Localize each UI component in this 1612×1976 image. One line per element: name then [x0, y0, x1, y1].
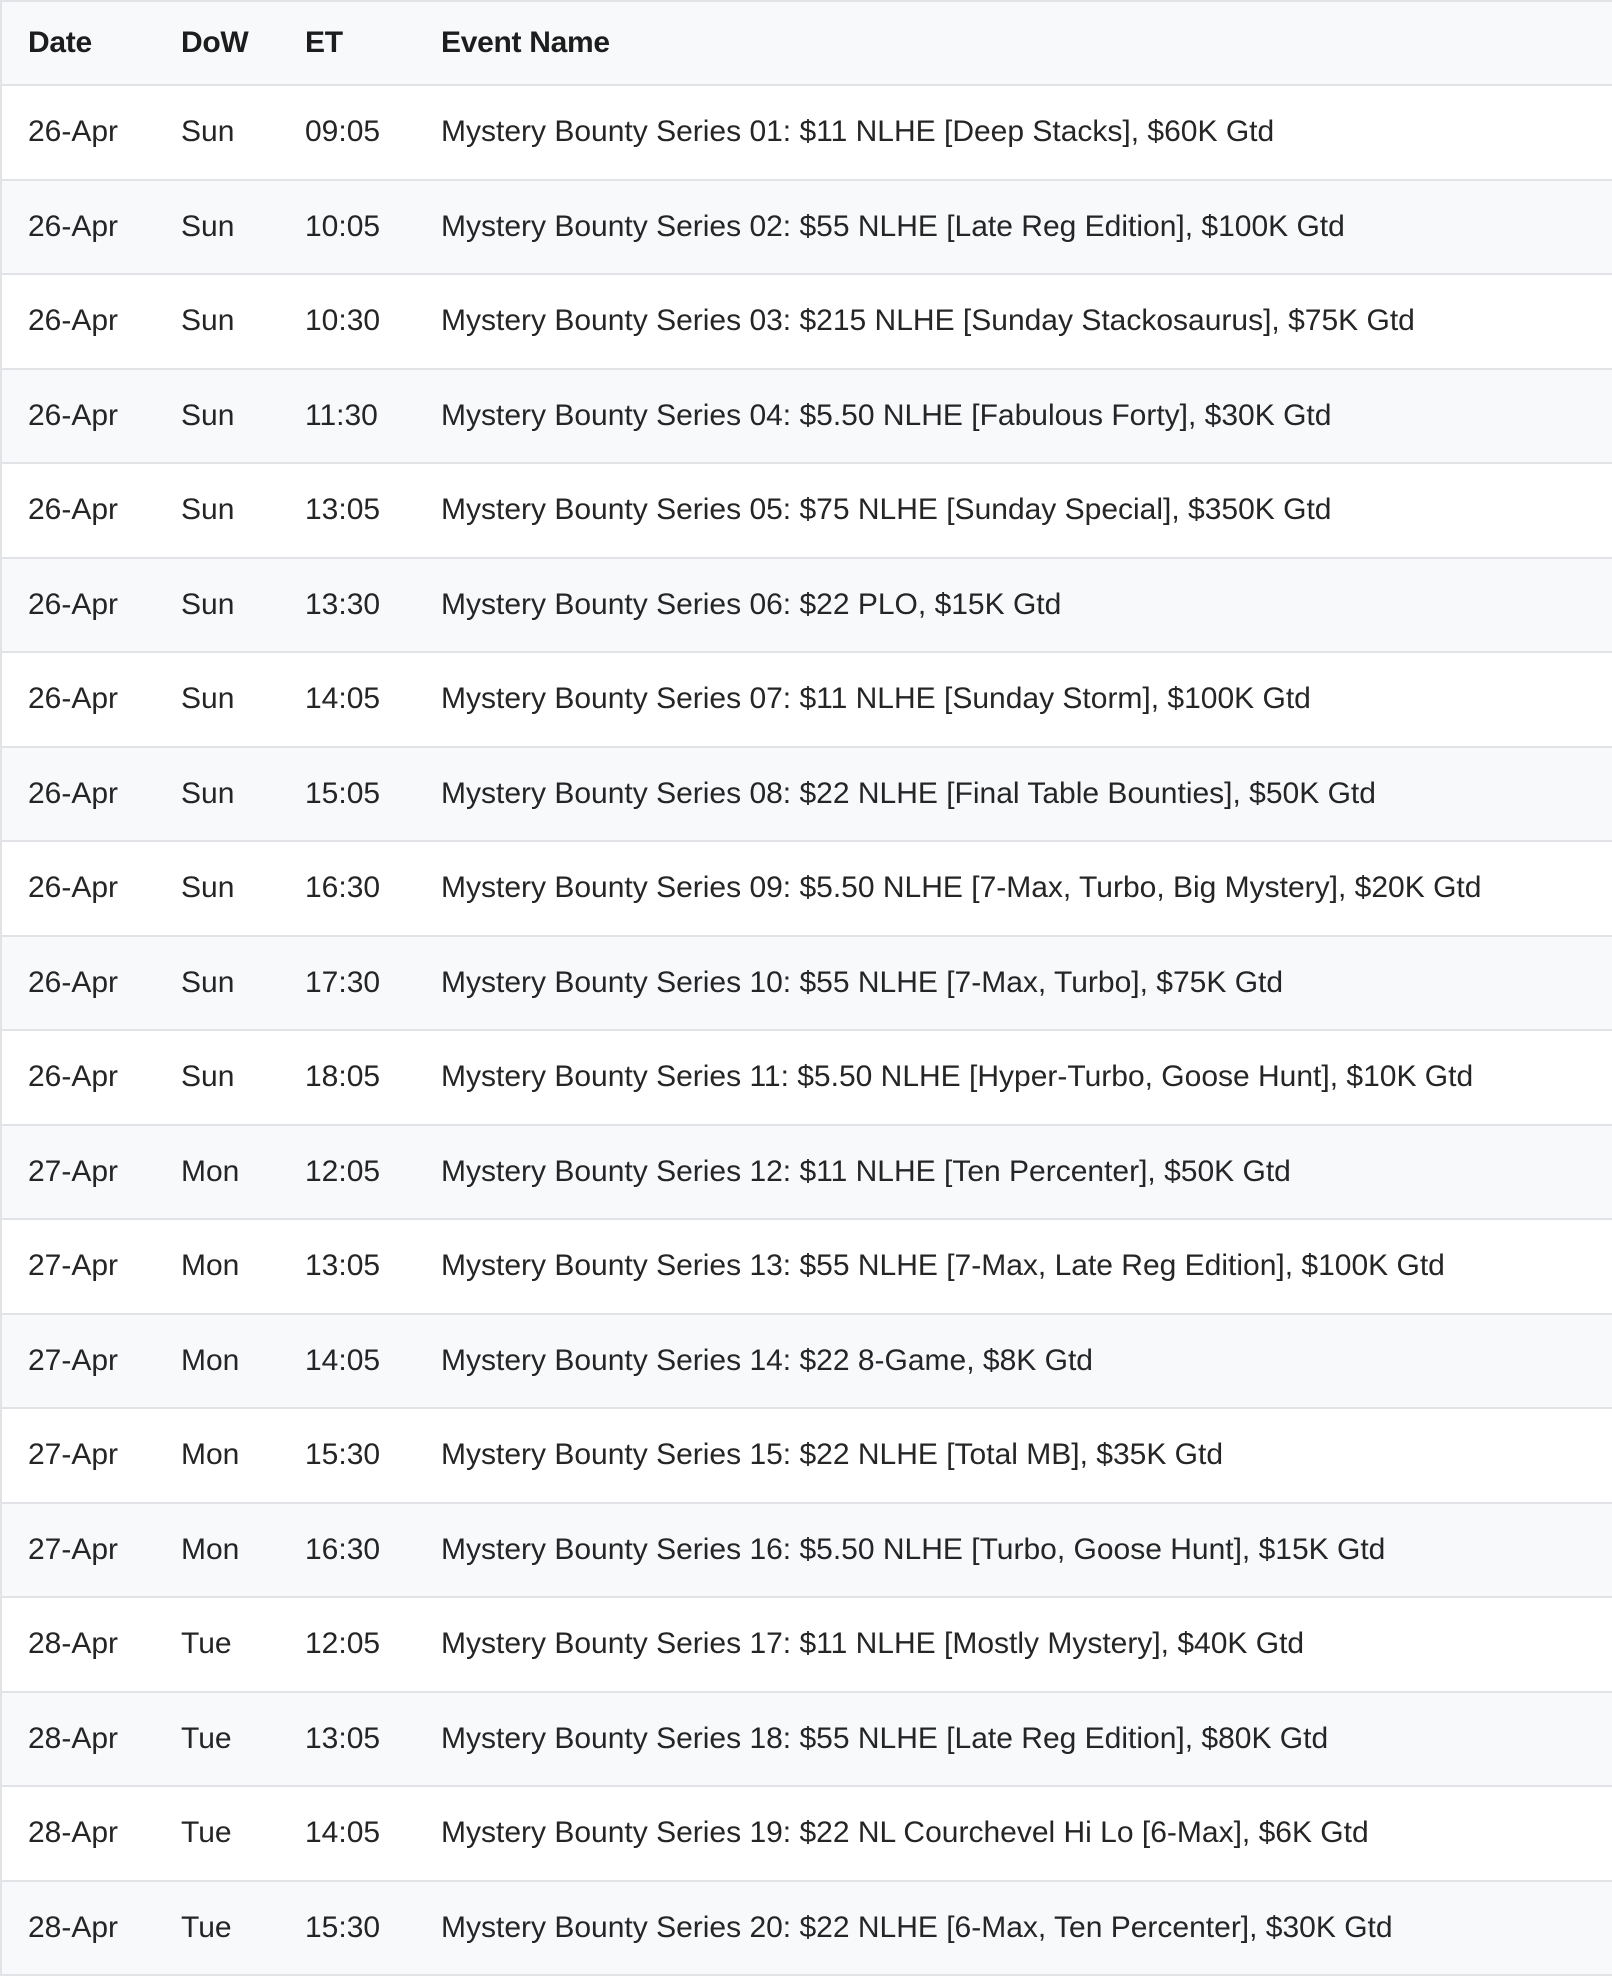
cell-dow: Sun [155, 85, 279, 180]
table-row [1, 1314, 1612, 1409]
cell-dow: Sun [155, 180, 279, 275]
cell-dow: Mon [155, 1314, 279, 1409]
table-row [1, 274, 1612, 369]
cell-et: 10:30 [279, 274, 415, 369]
cell-dow: Sun [155, 558, 279, 653]
table-row [1, 841, 1612, 936]
cell-date: 28-Apr [1, 1597, 155, 1692]
cell-et: 15:30 [279, 1408, 415, 1503]
cell-dow: Sun [155, 936, 279, 1031]
cell-event-name: Mystery Bounty Series 12: $11 NLHE [Ten Percenter], $50K Gtd [415, 1125, 1612, 1220]
table-row [1, 1692, 1612, 1787]
cell-date: 26-Apr [1, 369, 155, 464]
cell-date: 27-Apr [1, 1314, 155, 1409]
cell-dow: Mon [155, 1125, 279, 1220]
cell-date: 27-Apr [1, 1408, 155, 1503]
cell-event-name: Mystery Bounty Series 14: $22 8-Game, $8K Gtd [415, 1314, 1612, 1409]
table-row [1, 1030, 1612, 1125]
cell-date: 26-Apr [1, 652, 155, 747]
cell-event-name: Mystery Bounty Series 07: $11 NLHE [Sunday Storm], $100K Gtd [415, 652, 1612, 747]
cell-et: 18:05 [279, 1030, 415, 1125]
cell-event-name: Mystery Bounty Series 19: $22 NL Courchevel Hi Lo [6-Max], $6K Gtd [415, 1786, 1612, 1881]
cell-et: 13:05 [279, 1219, 415, 1314]
cell-et: 16:30 [279, 841, 415, 936]
cell-et: 13:30 [279, 558, 415, 653]
cell-event-name: Mystery Bounty Series 05: $75 NLHE [Sunday Special], $350K Gtd [415, 463, 1612, 558]
table-row [1, 936, 1612, 1031]
header-row [1, 1, 1612, 85]
column-header-event-name: Event Name [415, 1, 1612, 85]
cell-dow: Mon [155, 1219, 279, 1314]
cell-date: 27-Apr [1, 1219, 155, 1314]
table-header [1, 1, 1612, 85]
cell-dow: Sun [155, 747, 279, 842]
cell-et: 09:05 [279, 85, 415, 180]
cell-event-name: Mystery Bounty Series 03: $215 NLHE [Sunday Stackosaurus], $75K Gtd [415, 274, 1612, 369]
cell-date: 27-Apr [1, 1503, 155, 1598]
table-row [1, 1125, 1612, 1220]
cell-et: 16:30 [279, 1503, 415, 1598]
cell-event-name: Mystery Bounty Series 06: $22 PLO, $15K Gtd [415, 558, 1612, 653]
cell-date: 26-Apr [1, 558, 155, 653]
cell-et: 17:30 [279, 936, 415, 1031]
cell-dow: Tue [155, 1692, 279, 1787]
cell-et: 14:05 [279, 1786, 415, 1881]
cell-date: 28-Apr [1, 1881, 155, 1976]
cell-et: 10:05 [279, 180, 415, 275]
table-row [1, 85, 1612, 180]
table-row [1, 652, 1612, 747]
column-header-et: ET [279, 1, 415, 85]
cell-dow: Sun [155, 652, 279, 747]
cell-et: 13:05 [279, 463, 415, 558]
table-row [1, 1219, 1612, 1314]
table-row [1, 558, 1612, 653]
cell-event-name: Mystery Bounty Series 10: $55 NLHE [7-Max, Turbo], $75K Gtd [415, 936, 1612, 1031]
cell-date: 26-Apr [1, 85, 155, 180]
cell-dow: Sun [155, 841, 279, 936]
cell-et: 15:30 [279, 1881, 415, 1976]
table-row [1, 1786, 1612, 1881]
table-row [1, 180, 1612, 275]
cell-event-name: Mystery Bounty Series 20: $22 NLHE [6-Max, Ten Percenter], $30K Gtd [415, 1881, 1612, 1976]
column-header-date: Date [1, 1, 155, 85]
cell-dow: Tue [155, 1597, 279, 1692]
cell-event-name: Mystery Bounty Series 01: $11 NLHE [Deep Stacks], $60K Gtd [415, 85, 1612, 180]
cell-et: 14:05 [279, 652, 415, 747]
cell-dow: Tue [155, 1786, 279, 1881]
cell-date: 28-Apr [1, 1692, 155, 1787]
cell-event-name: Mystery Bounty Series 09: $5.50 NLHE [7-Max, Turbo, Big Mystery], $20K Gtd [415, 841, 1612, 936]
table-row [1, 1408, 1612, 1503]
cell-date: 26-Apr [1, 841, 155, 936]
cell-dow: Tue [155, 1881, 279, 1976]
cell-date: 26-Apr [1, 936, 155, 1031]
cell-dow: Mon [155, 1408, 279, 1503]
cell-dow: Sun [155, 274, 279, 369]
cell-et: 13:05 [279, 1692, 415, 1787]
cell-event-name: Mystery Bounty Series 11: $5.50 NLHE [Hyper-Turbo, Goose Hunt], $10K Gtd [415, 1030, 1612, 1125]
cell-et: 11:30 [279, 369, 415, 464]
cell-dow: Sun [155, 369, 279, 464]
cell-et: 12:05 [279, 1597, 415, 1692]
cell-date: 26-Apr [1, 180, 155, 275]
table-body [1, 85, 1612, 1975]
cell-event-name: Mystery Bounty Series 18: $55 NLHE [Late Reg Edition], $80K Gtd [415, 1692, 1612, 1787]
cell-date: 26-Apr [1, 747, 155, 842]
table-row [1, 747, 1612, 842]
cell-dow: Mon [155, 1503, 279, 1598]
cell-date: 26-Apr [1, 463, 155, 558]
cell-dow: Sun [155, 463, 279, 558]
column-header-dow: DoW [155, 1, 279, 85]
cell-date: 26-Apr [1, 274, 155, 369]
cell-date: 26-Apr [1, 1030, 155, 1125]
cell-event-name: Mystery Bounty Series 17: $11 NLHE [Mostly Mystery], $40K Gtd [415, 1597, 1612, 1692]
table-row [1, 1503, 1612, 1598]
cell-dow: Sun [155, 1030, 279, 1125]
table-row [1, 1597, 1612, 1692]
table-row [1, 369, 1612, 464]
cell-event-name: Mystery Bounty Series 15: $22 NLHE [Total MB], $35K Gtd [415, 1408, 1612, 1503]
cell-event-name: Mystery Bounty Series 04: $5.50 NLHE [Fabulous Forty], $30K Gtd [415, 369, 1612, 464]
cell-date: 28-Apr [1, 1786, 155, 1881]
table-row [1, 463, 1612, 558]
cell-et: 12:05 [279, 1125, 415, 1220]
cell-et: 15:05 [279, 747, 415, 842]
cell-date: 27-Apr [1, 1125, 155, 1220]
cell-event-name: Mystery Bounty Series 13: $55 NLHE [7-Max, Late Reg Edition], $100K Gtd [415, 1219, 1612, 1314]
cell-event-name: Mystery Bounty Series 16: $5.50 NLHE [Turbo, Goose Hunt], $15K Gtd [415, 1503, 1612, 1598]
table-row [1, 1881, 1612, 1976]
cell-event-name: Mystery Bounty Series 02: $55 NLHE [Late Reg Edition], $100K Gtd [415, 180, 1612, 275]
cell-et: 14:05 [279, 1314, 415, 1409]
cell-event-name: Mystery Bounty Series 08: $22 NLHE [Final Table Bounties], $50K Gtd [415, 747, 1612, 842]
